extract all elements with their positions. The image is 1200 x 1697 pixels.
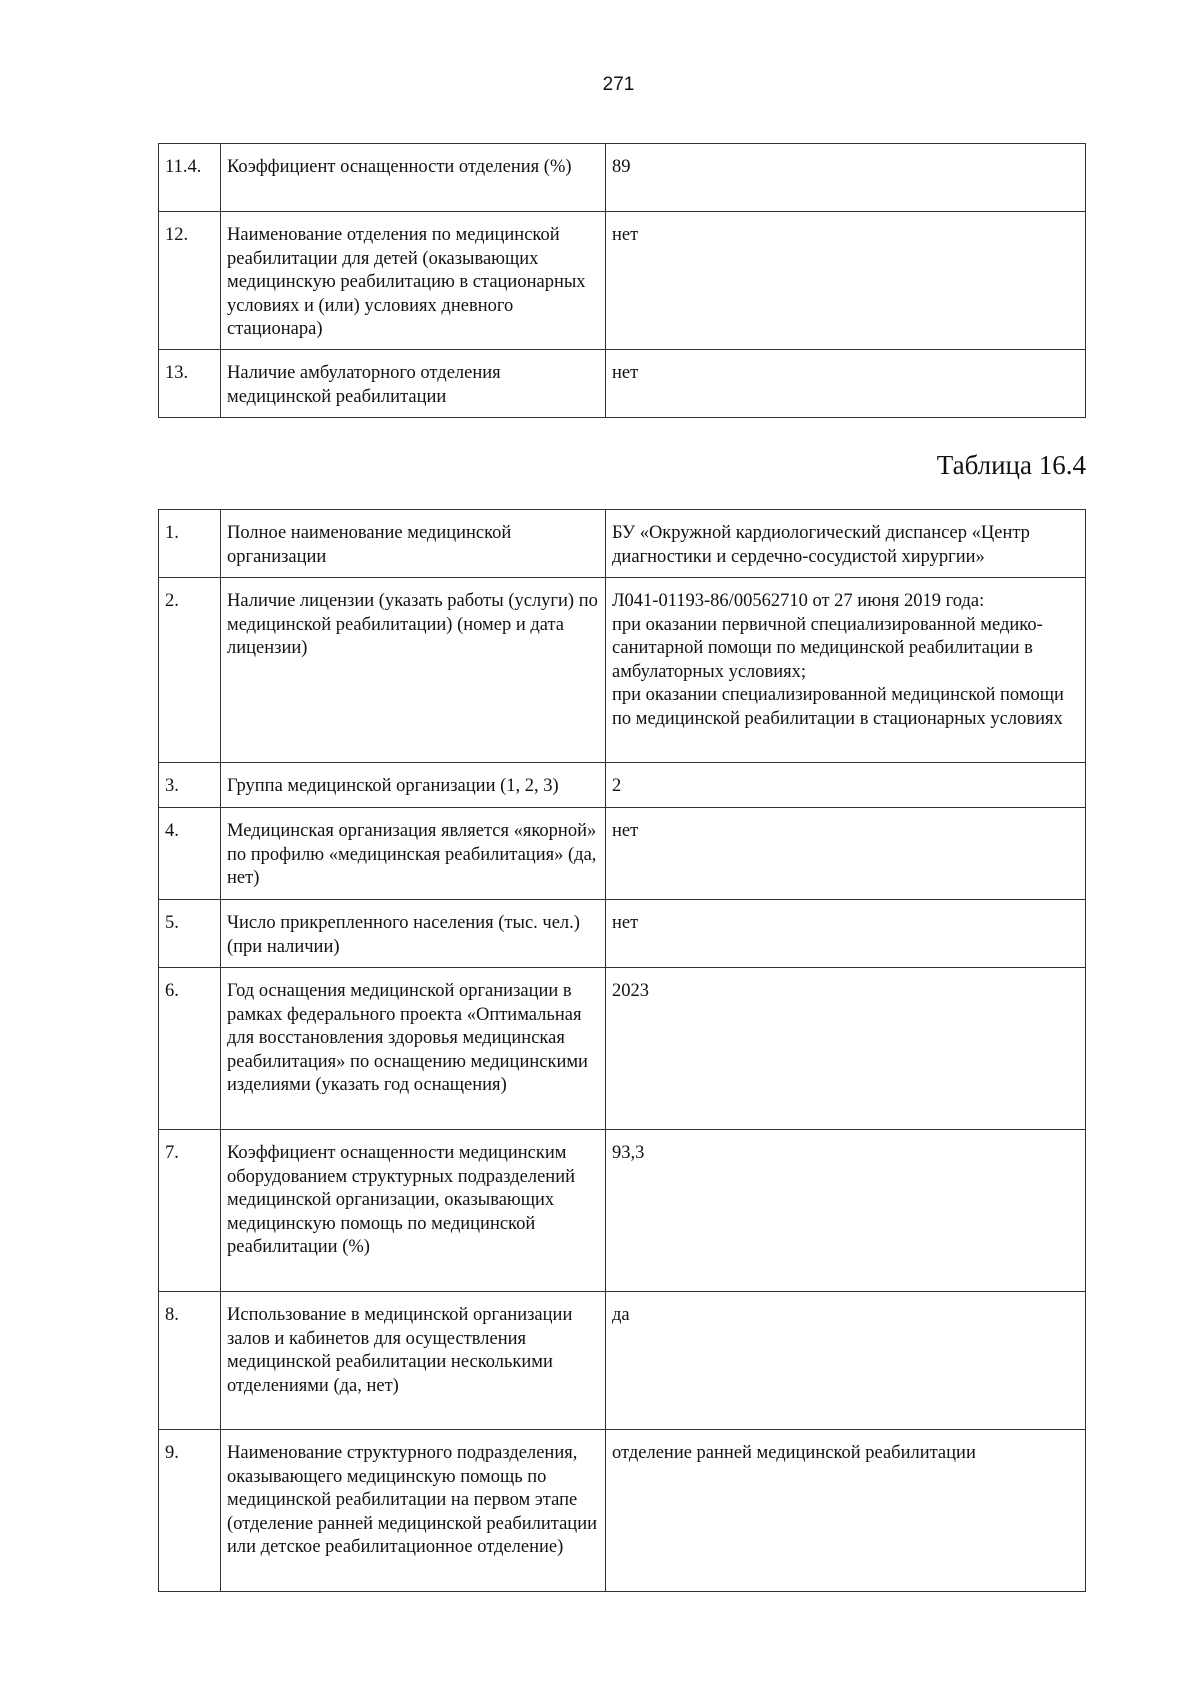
row-number: 2. — [159, 578, 221, 763]
row-value: нет — [606, 350, 1086, 418]
row-value: 89 — [606, 144, 1086, 212]
table-row — [159, 144, 1086, 212]
row-value: нет — [606, 900, 1086, 968]
row-value: 2 — [606, 763, 1086, 808]
row-label: Год оснащения медицинской организации в рамках федерального проекта «Оптимальная для восстановления здоровья медицинская реабилитация» по оснащению медицинскими изделиями (указать год оснащения) — [221, 968, 606, 1130]
table-continued — [158, 143, 1086, 418]
row-number: 1. — [159, 510, 221, 578]
table-row — [159, 1430, 1086, 1592]
row-value: нет — [606, 808, 1086, 900]
table-row — [159, 808, 1086, 900]
table-row — [159, 212, 1086, 350]
row-number: 5. — [159, 900, 221, 968]
row-label: Полное наименование медицинской организации — [221, 510, 606, 578]
row-value: да — [606, 1292, 1086, 1430]
table-row — [159, 578, 1086, 763]
row-value: Л041-01193-86/00562710 от 27 июня 2019 года: при оказании первичной специализированной медико-санитарной помощи по медицинской реабилитации в амбулаторных условиях; при оказании специализированной медицинской помощи по медицинской реабилитации в стационарных условиях — [606, 578, 1086, 763]
row-value: БУ «Окружной кардиологический диспансер «Центр диагностики и сердечно-сосудистой хирургии» — [606, 510, 1086, 578]
table-row — [159, 350, 1086, 418]
row-label: Наименование отделения по медицинской реабилитации для детей (оказывающих медицинскую реабилитацию в стационарных условиях и (или) условиях дневного стационара) — [221, 212, 606, 350]
row-value: 93,3 — [606, 1130, 1086, 1292]
row-number: 3. — [159, 763, 221, 808]
row-label: Число прикрепленного населения (тыс. чел.) (при наличии) — [221, 900, 606, 968]
row-value: 2023 — [606, 968, 1086, 1130]
table-row — [159, 763, 1086, 808]
row-number: 4. — [159, 808, 221, 900]
table-row — [159, 900, 1086, 968]
row-label: Наименование структурного подразделения, оказывающего медицинскую помощь по медицинской реабилитации на первом этапе (отделение ранней медицинской реабилитации или детское реабилитационное отделение) — [221, 1430, 606, 1592]
row-number: 13. — [159, 350, 221, 418]
row-value: нет — [606, 212, 1086, 350]
page-number: 271 — [602, 74, 635, 95]
row-number: 11.4. — [159, 144, 221, 212]
row-label: Группа медицинской организации (1, 2, 3) — [221, 763, 606, 808]
row-number: 7. — [159, 1130, 221, 1292]
row-number: 8. — [159, 1292, 221, 1430]
row-label: Коэффициент оснащенности отделения (%) — [221, 144, 606, 212]
row-number: 9. — [159, 1430, 221, 1592]
row-value: отделение ранней медицинской реабилитации — [606, 1430, 1086, 1592]
table-row — [159, 510, 1086, 578]
table-16-4 — [158, 509, 1086, 1592]
row-label: Наличие амбулаторного отделения медицинской реабилитации — [221, 350, 606, 418]
row-label: Коэффициент оснащенности медицинским оборудованием структурных подразделений медицинской организации, оказывающих медицинскую помощь по медицинской реабилитации (%) — [221, 1130, 606, 1292]
row-number: 12. — [159, 212, 221, 350]
row-label: Медицинская организация является «якорной» по профилю «медицинская реабилитация» (да, нет) — [221, 808, 606, 900]
row-number: 6. — [159, 968, 221, 1130]
row-label: Наличие лицензии (указать работы (услуги) по медицинской реабилитации) (номер и дата лицензии) — [221, 578, 606, 763]
table-row — [159, 1292, 1086, 1430]
table-row — [159, 1130, 1086, 1292]
table-row — [159, 968, 1086, 1130]
row-label: Использование в медицинской организации залов и кабинетов для осуществления медицинской реабилитации несколькими отделениями (да, нет) — [221, 1292, 606, 1430]
table-caption: Таблица 16.4 — [936, 450, 1086, 480]
